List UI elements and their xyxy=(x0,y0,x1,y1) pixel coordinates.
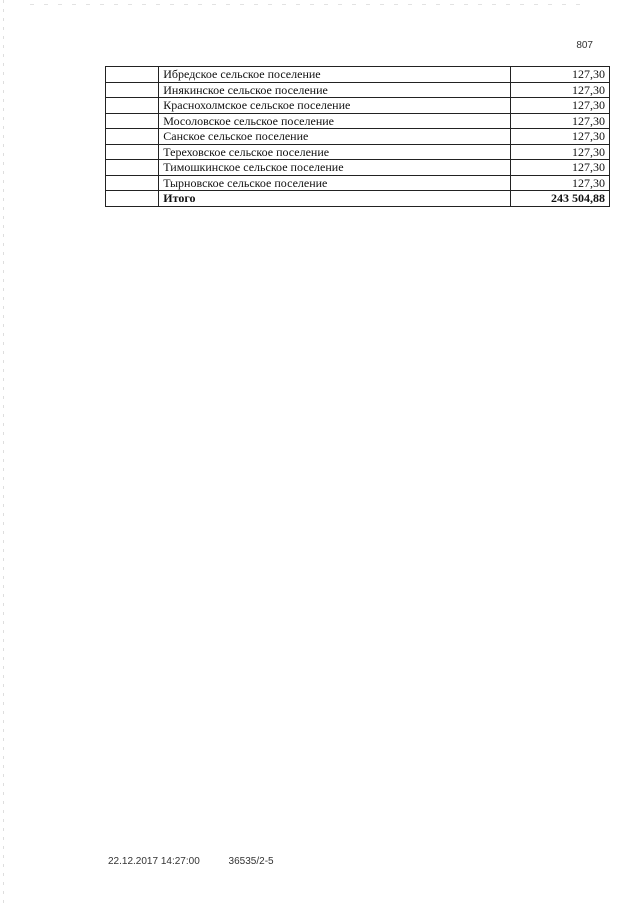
settlement-name-cell: Краснохолмское сельское поселение xyxy=(159,98,510,114)
amount-cell: 127,30 xyxy=(510,160,609,176)
amount-cell: 127,30 xyxy=(510,67,609,83)
table-row xyxy=(106,175,610,191)
amount-cell: 127,30 xyxy=(510,98,609,114)
row-number-cell xyxy=(106,175,159,191)
table-total-row xyxy=(106,191,610,207)
settlement-name-cell: Ибредское сельское поселение xyxy=(159,67,510,83)
settlement-name-cell: Тырновское сельское поселение xyxy=(159,175,510,191)
row-number-cell xyxy=(106,129,159,145)
amount-cell: 127,30 xyxy=(510,82,609,98)
scan-edge-left xyxy=(3,0,4,905)
total-label-cell: Итого xyxy=(159,191,510,207)
footer-datetime: 22.12.2017 14:27:00 xyxy=(108,856,200,867)
table-row xyxy=(106,82,610,98)
scan-edge-top xyxy=(30,4,590,5)
row-number-cell xyxy=(106,113,159,129)
settlements-table xyxy=(105,66,610,207)
amount-cell: 127,30 xyxy=(510,144,609,160)
settlement-name-cell: Мосоловское сельское поселение xyxy=(159,113,510,129)
table-row xyxy=(106,113,610,129)
table-row xyxy=(106,160,610,176)
settlement-name-cell: Тимошкинское сельское поселение xyxy=(159,160,510,176)
table-row xyxy=(106,129,610,145)
table-row xyxy=(106,67,610,83)
page-number: 807 xyxy=(576,40,593,51)
total-number-cell xyxy=(106,191,159,207)
document-footer xyxy=(108,856,274,867)
row-number-cell xyxy=(106,98,159,114)
row-number-cell xyxy=(106,67,159,83)
footer-doc-id: 36535/2-5 xyxy=(228,856,274,867)
table-row xyxy=(106,98,610,114)
amount-cell: 127,30 xyxy=(510,113,609,129)
row-number-cell xyxy=(106,144,159,160)
settlement-name-cell: Санское сельское поселение xyxy=(159,129,510,145)
settlement-name-cell: Инякинское сельское поселение xyxy=(159,82,510,98)
settlements-table-wrap xyxy=(105,66,610,207)
amount-cell: 127,30 xyxy=(510,129,609,145)
amount-cell: 127,30 xyxy=(510,175,609,191)
settlement-name-cell: Тереховское сельское поселение xyxy=(159,144,510,160)
row-number-cell xyxy=(106,82,159,98)
table-row xyxy=(106,144,610,160)
row-number-cell xyxy=(106,160,159,176)
total-amount-cell: 243 504,88 xyxy=(510,191,609,207)
